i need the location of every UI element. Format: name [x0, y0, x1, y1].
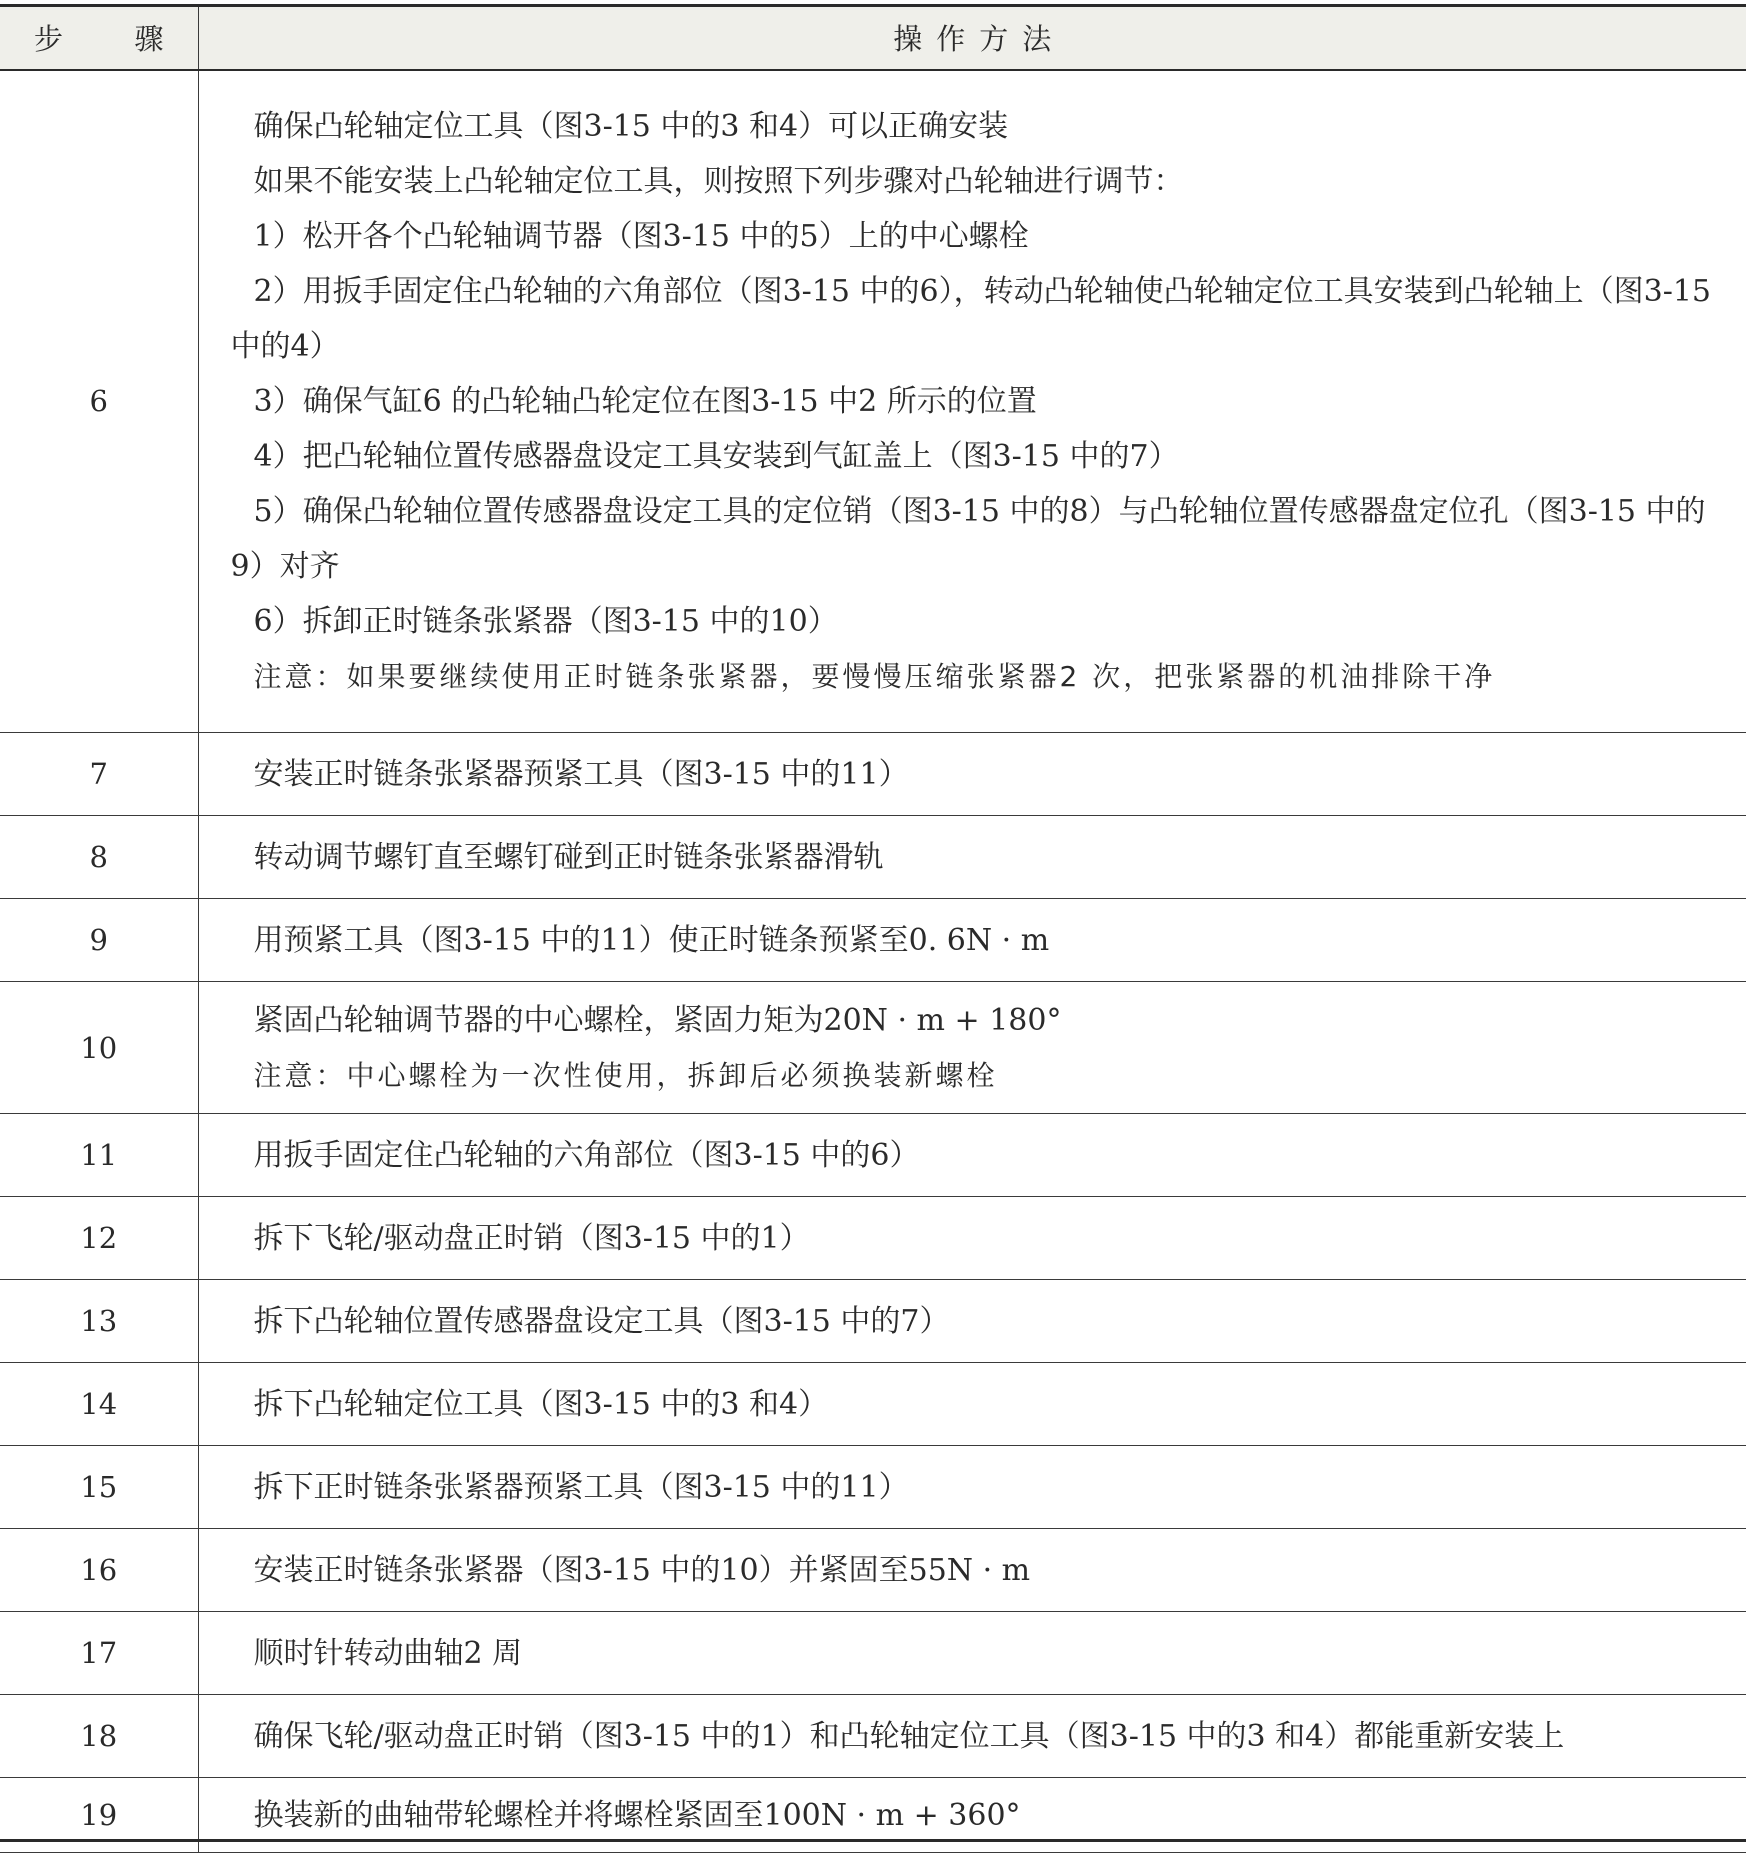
method-line: 4）把凸轮轴位置传感器盘设定工具安装到气缸盖上（图3-15 中的7）: [231, 429, 1731, 484]
table-row: [0, 1695, 1746, 1778]
header-step-char-1: 步: [34, 17, 63, 58]
table-row: [0, 1114, 1746, 1197]
method-cell: [198, 982, 1746, 1114]
method-line: 拆下飞轮/驱动盘正时销（图3-15 中的1）: [231, 1211, 1731, 1266]
header-method: [198, 6, 1746, 70]
step-number: 13: [0, 1280, 198, 1363]
method-line: 用扳手固定住凸轮轴的六角部位（图3-15 中的6）: [231, 1128, 1731, 1183]
method-cell: [198, 816, 1746, 899]
step-number: 15: [0, 1446, 198, 1529]
method-cell: [198, 899, 1746, 982]
header-step: [0, 6, 198, 70]
table-row: [0, 816, 1746, 899]
step-number: 18: [0, 1695, 198, 1778]
step-number: 17: [0, 1612, 198, 1695]
method-line: 5）确保凸轮轴位置传感器盘设定工具的定位销（图3-15 中的8）与凸轮轴位置传感器盘定位孔（图3-15 中的9）对齐: [231, 484, 1731, 594]
table-row: [0, 982, 1746, 1114]
step-number: 11: [0, 1114, 198, 1197]
table-row: [0, 1363, 1746, 1446]
method-cell: [198, 1197, 1746, 1280]
method-line: 3）确保气缸6 的凸轮轴凸轮定位在图3-15 中2 所示的位置: [231, 374, 1731, 429]
method-cell: [198, 1695, 1746, 1778]
step-number: 8: [0, 816, 198, 899]
method-line: 安装正时链条张紧器（图3-15 中的10）并紧固至55N · m: [231, 1543, 1731, 1598]
procedure-table: [0, 4, 1746, 1853]
step-number: 19: [0, 1778, 198, 1853]
method-cell: [198, 1529, 1746, 1612]
table-row: [0, 1197, 1746, 1280]
method-line: 拆下凸轮轴位置传感器盘设定工具（图3-15 中的7）: [231, 1294, 1731, 1349]
method-line: 如果不能安装上凸轮轴定位工具，则按照下列步骤对凸轮轴进行调节：: [231, 154, 1731, 209]
method-cell: [198, 1114, 1746, 1197]
table-row: [0, 899, 1746, 982]
method-line: 2）用扳手固定住凸轮轴的六角部位（图3-15 中的6），转动凸轮轴使凸轮轴定位工具安装到凸轮轴上（图3-15 中的4）: [231, 264, 1731, 374]
table-row: [0, 1280, 1746, 1363]
method-cell: [198, 1363, 1746, 1446]
method-cell: [198, 70, 1746, 733]
step-number: 7: [0, 733, 198, 816]
step-number: 14: [0, 1363, 198, 1446]
method-line: 用预紧工具（图3-15 中的11）使正时链条预紧至0. 6N · m: [231, 913, 1731, 968]
table-row: [0, 1612, 1746, 1695]
header-method-label: 操作方法: [199, 17, 1746, 58]
method-line: 确保飞轮/驱动盘正时销（图3-15 中的1）和凸轮轴定位工具（图3-15 中的3 和4）都能重新安装上: [231, 1709, 1731, 1764]
step-number: 10: [0, 982, 198, 1114]
method-line: 拆下正时链条张紧器预紧工具（图3-15 中的11）: [231, 1460, 1731, 1515]
method-line: 紧固凸轮轴调节器的中心螺栓，紧固力矩为20N · m + 180°: [231, 993, 1731, 1048]
method-line: 1）松开各个凸轮轴调节器（图3-15 中的5）上的中心螺栓: [231, 209, 1731, 264]
step-number: 9: [0, 899, 198, 982]
step-number: 12: [0, 1197, 198, 1280]
method-line: 拆下凸轮轴定位工具（图3-15 中的3 和4）: [231, 1377, 1731, 1432]
table-bottom-rule: [0, 1839, 1746, 1842]
method-line: 顺时针转动曲轴2 周: [231, 1626, 1731, 1681]
method-cell: [198, 1612, 1746, 1695]
method-cell: [198, 1446, 1746, 1529]
header-step-char-2: 骤: [134, 17, 163, 58]
method-cell: [198, 733, 1746, 816]
table-row: [0, 1529, 1746, 1612]
step-number: 6: [0, 70, 198, 733]
table-row: [0, 733, 1746, 816]
table-row: [0, 1446, 1746, 1529]
method-line: 转动调节螺钉直至螺钉碰到正时链条张紧器滑轨: [231, 830, 1731, 885]
method-cell: [198, 1280, 1746, 1363]
table-row: [0, 70, 1746, 733]
method-line: 换装新的曲轴带轮螺栓并将螺栓紧固至100N · m + 360°: [231, 1788, 1731, 1843]
step-number: 16: [0, 1529, 198, 1612]
method-note: 注意：中心螺栓为一次性使用，拆卸后必须换装新螺栓: [231, 1048, 1731, 1103]
method-line: 安装正时链条张紧器预紧工具（图3-15 中的11）: [231, 747, 1731, 802]
method-line: 6）拆卸正时链条张紧器（图3-15 中的10）: [231, 594, 1731, 649]
method-line: 确保凸轮轴定位工具（图3-15 中的3 和4）可以正确安装: [231, 99, 1731, 154]
table-header-row: [0, 6, 1746, 70]
method-note: 注意：如果要继续使用正时链条张紧器，要慢慢压缩张紧器2 次，把张紧器的机油排除干净: [231, 649, 1731, 704]
